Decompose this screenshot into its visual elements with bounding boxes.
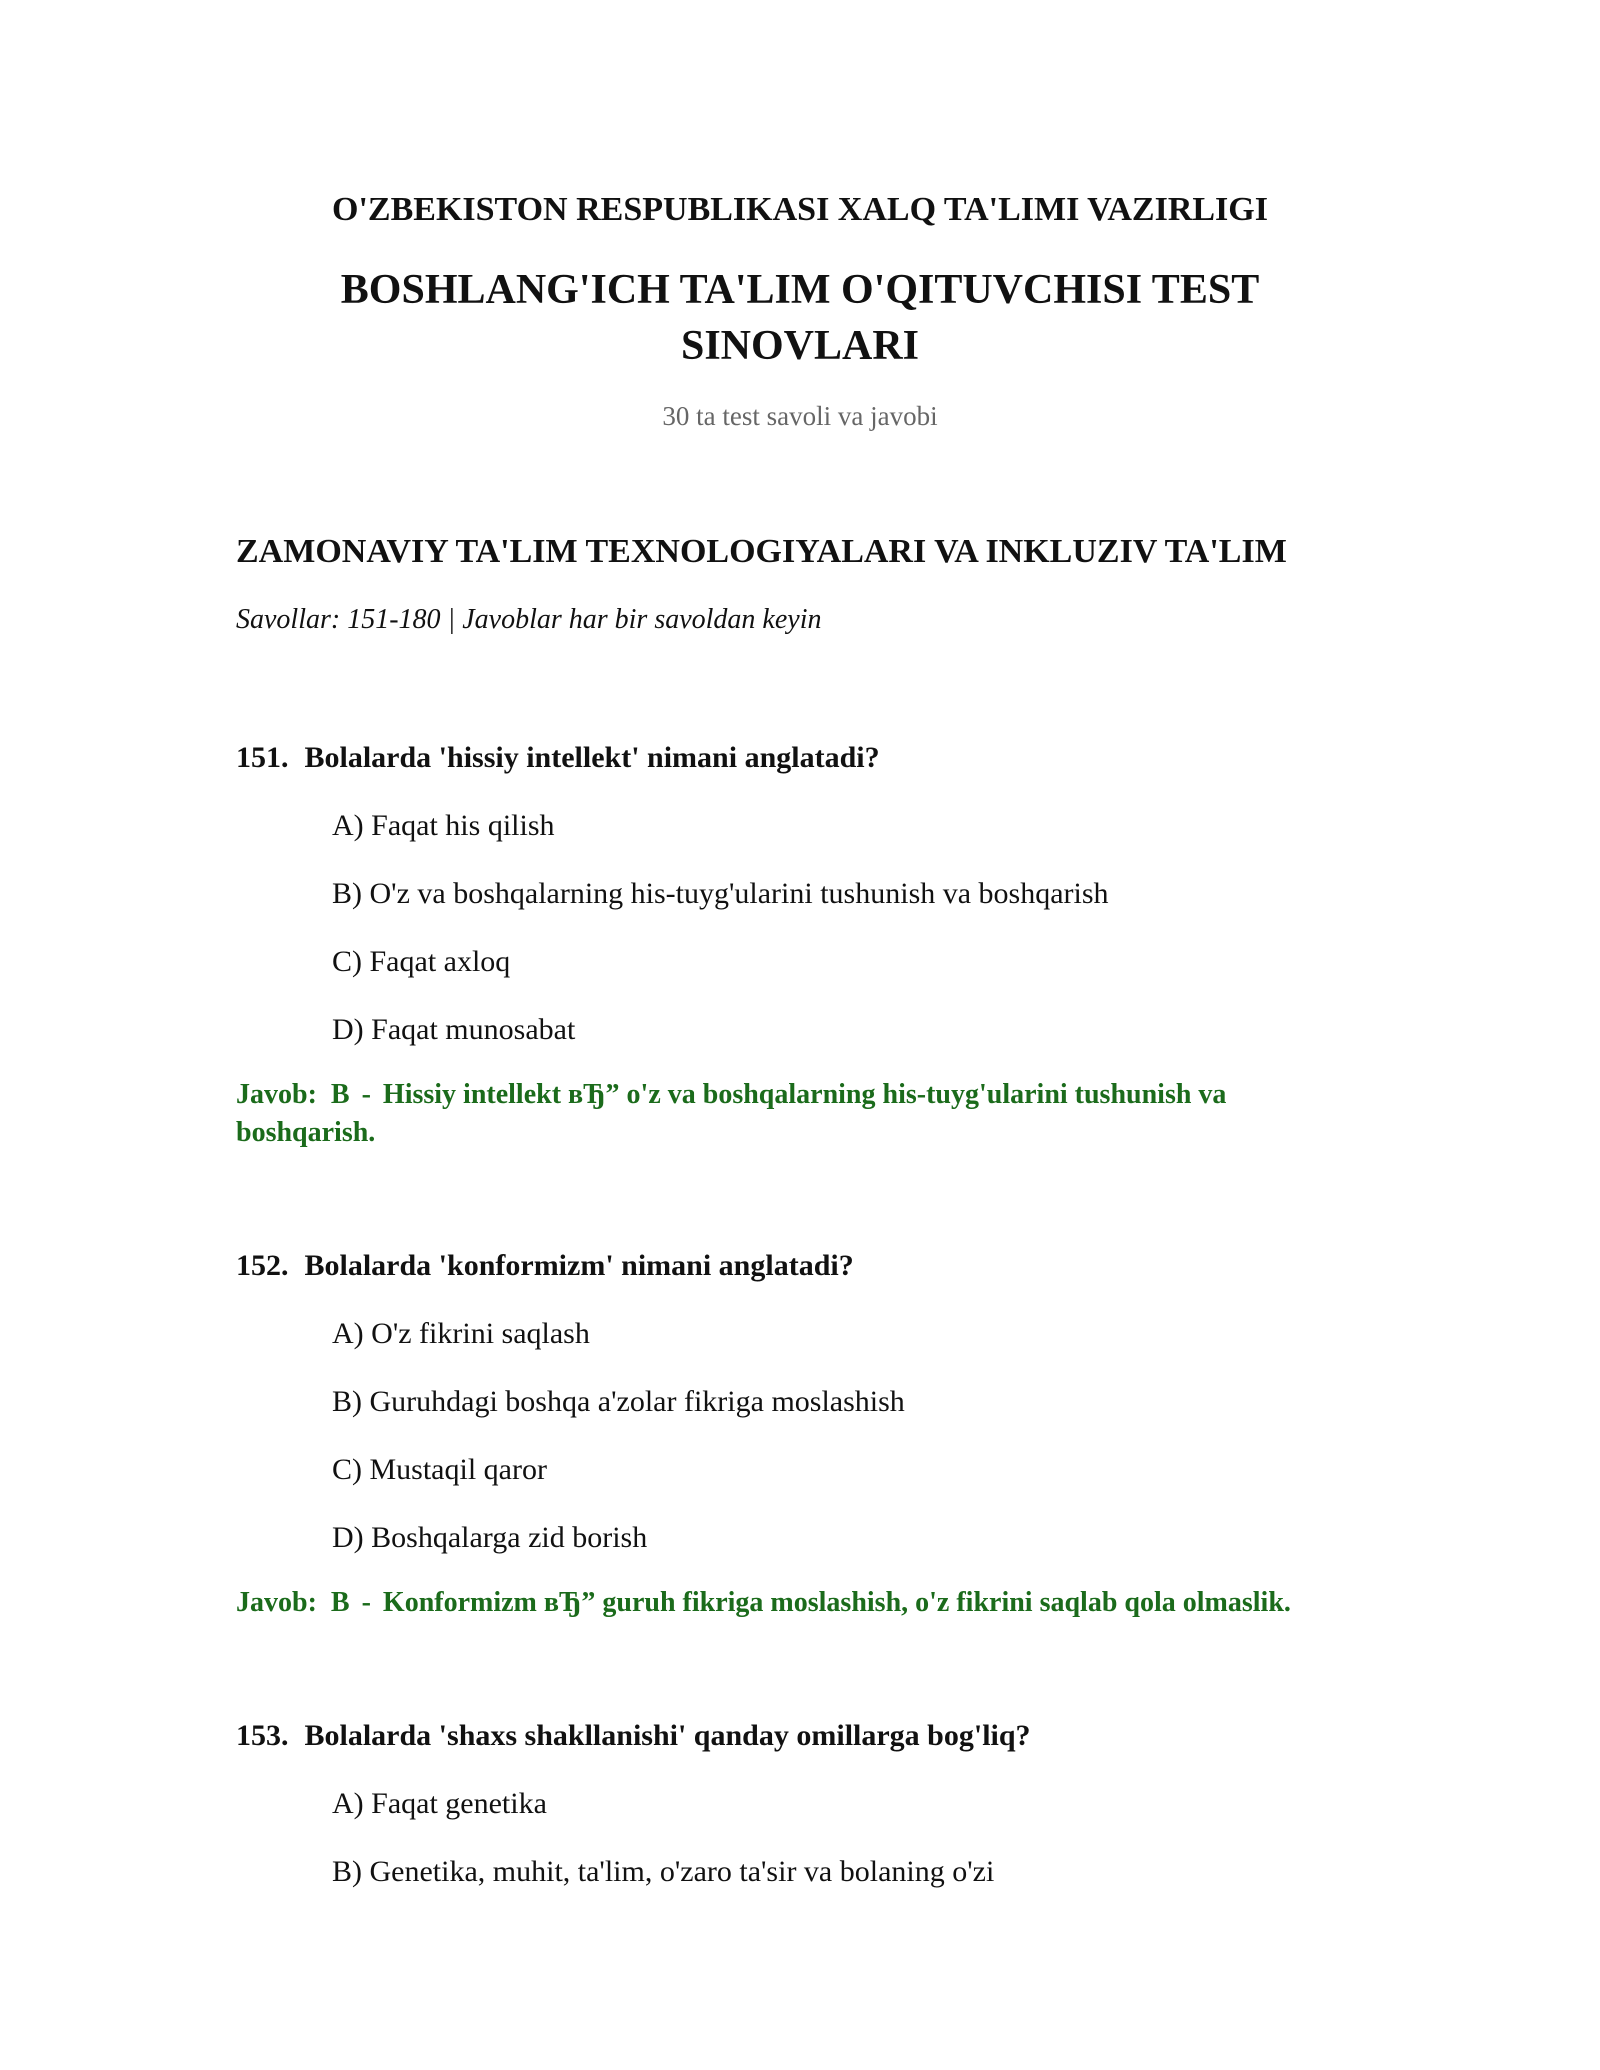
question-text: Bolalarda 'shaxs shakllanishi' qanday omillarga bog'liq? xyxy=(304,1719,1031,1752)
question-text: Bolalarda 'konformizm' nimani anglatadi? xyxy=(304,1249,854,1282)
answer-label: Javob: xyxy=(236,1079,317,1110)
question-153 xyxy=(236,1716,1031,1756)
question-number: 153. xyxy=(236,1719,289,1752)
option-a: A) O'z fikrini saqlash xyxy=(332,1317,590,1350)
document-title xyxy=(0,262,1600,374)
option-d: D) Boshqalarga zid borish xyxy=(332,1521,648,1554)
option-c: C) Faqat axloq xyxy=(332,945,511,978)
document-title-line1: BOSHLANG'ICH TA'LIM O'QITUVCHISI TEST xyxy=(340,267,1260,313)
document-subtitle: 30 ta test savoli va javobi xyxy=(662,401,938,431)
question-152 xyxy=(236,1246,854,1286)
ministry-heading: O'ZBEKISTON RESPUBLIKASI XALQ TA'LIMI VAZIRLIGI xyxy=(332,191,1268,228)
answer-explanation: Hissiy intellekt вЂ” o'z va boshqalarning his-tuyg'ularini tushunish va boshqarish. xyxy=(236,1079,1227,1148)
answer-explanation: Konformizm вЂ” guruh fikriga moslashish, o'z fikrini saqlab qola olmaslik. xyxy=(382,1587,1291,1618)
option-d: D) Faqat munosabat xyxy=(332,1013,576,1046)
option-a: A) Faqat his qilish xyxy=(332,809,555,842)
question-number: 152. xyxy=(236,1249,289,1282)
answer-letter: B xyxy=(330,1079,350,1110)
document-title-line2: SINOVLARI xyxy=(680,323,920,369)
answer-label: Javob: xyxy=(236,1587,317,1618)
section-title: ZAMONAVIY TA'LIM TEXNOLOGIYALARI VA INKLUZIV TA'LIM xyxy=(236,533,1287,570)
option-b: B) O'z va boshqalarning his-tuyg'ularini tushunish va boshqarish xyxy=(332,877,1109,910)
option-c: C) Mustaqil qaror xyxy=(332,1453,547,1486)
answer-151: Javob: B - Hissiy intellekt вЂ” o'z va boshqalarning his-tuyg'ularini tushunish va boshqarish. xyxy=(236,1079,1227,1148)
question-text: Bolalarda 'hissiy intellekt' nimani anglatadi? xyxy=(304,741,880,774)
section-meta: Savollar: 151-180 | Javoblar har bir savoldan keyin xyxy=(236,604,822,635)
answer-152: Javob: B - Konformizm вЂ” guruh fikriga moslashish, o'z fikrini saqlab qola olmaslik. xyxy=(236,1587,1291,1618)
option-b: B) Guruhdagi boshqa a'zolar fikriga moslashish xyxy=(332,1385,905,1418)
question-151 xyxy=(236,738,880,778)
option-a: A) Faqat genetika xyxy=(332,1787,547,1820)
question-number: 151. xyxy=(236,741,289,774)
answer-letter: B xyxy=(330,1587,350,1618)
option-b: B) Genetika, muhit, ta'lim, o'zaro ta'sir va bolaning o'zi xyxy=(332,1855,995,1888)
